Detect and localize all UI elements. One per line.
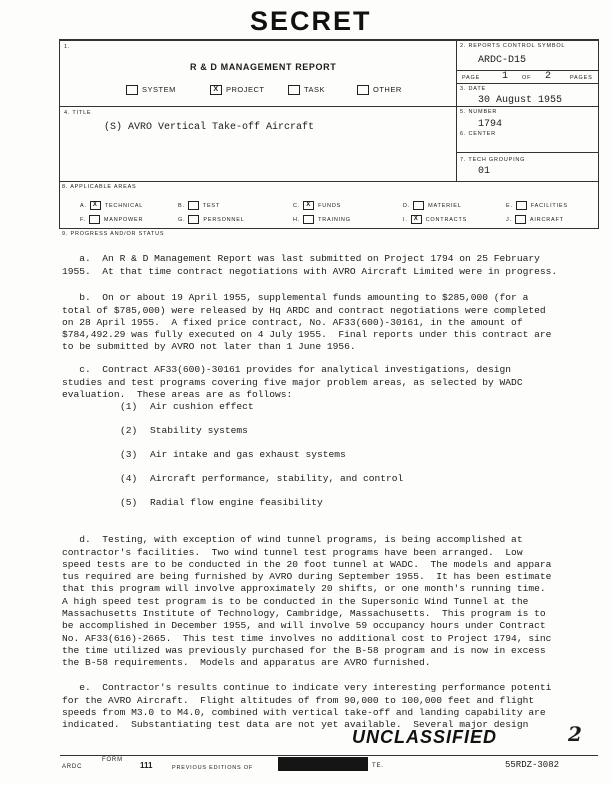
form-label: FORM (102, 757, 123, 763)
field-1-label: 1. (64, 44, 71, 50)
redaction-block (278, 757, 368, 771)
classification-stamp-top: SECRET (250, 6, 372, 36)
document-number: 55RDZ-3082 (505, 760, 560, 770)
area-technical[interactable]: A. X TECHNICAL (80, 202, 144, 209)
report-title: R & D MANAGEMENT REPORT (190, 62, 337, 72)
option-task[interactable]: TASK (288, 85, 325, 95)
page-divider (457, 83, 598, 84)
technical-checkbox[interactable]: X (90, 201, 101, 210)
system-checkbox[interactable] (126, 85, 138, 95)
paragraph-c: c. Contract AF33(600)-30161 provides for analytical investigations, design studies and test programs covering five major problem areas, as selected by WADC evaluation. These areas are as follows: (62, 364, 523, 400)
paragraph-a: a. An R & D Management Report was last submitted on Project 1794 on 25 February 1955. At that time contract negotiations with AVRO Aircraft Limited were in progress. (62, 253, 558, 277)
page-total: 2 (545, 71, 552, 82)
number-value: 1794 (478, 119, 503, 130)
center-divider (457, 152, 598, 153)
form-top-border (60, 39, 598, 41)
area-funds[interactable]: C. X FUNDS (293, 202, 342, 209)
date-divider (457, 106, 598, 107)
area-facilities[interactable]: E. FACILITIES (506, 202, 568, 209)
manpower-checkbox[interactable] (89, 215, 100, 224)
date-value: 30 August 1955 (478, 95, 563, 106)
classification-stamp-bottom: UNCLASSIFIED (352, 727, 498, 747)
aircraft-checkbox[interactable] (515, 215, 526, 224)
tech-grouping-value: 01 (478, 166, 491, 177)
area-manpower[interactable]: F. MANPOWER (80, 216, 144, 223)
area-aircraft[interactable]: J. AIRCRAFT (506, 216, 564, 223)
title-divider (60, 106, 456, 107)
paragraph-e: e. Contractor's results continue to indicate very interesting performance potenti for the AVRO Aircraft. Flight altitudes of from 90,000 to 100,000 feet and flight speeds from M3.0 to M4.0, combined with vertical take-off and landing capability are indicated. Substantiating test data are not yet available. Several major design (62, 682, 552, 731)
area-materiel[interactable]: D. MATERIEL (403, 202, 462, 209)
contracts-checkbox[interactable]: X (411, 215, 422, 224)
problem-area-item: (3) Air intake and gas exhaust systems (120, 449, 346, 460)
rc-divider (457, 70, 598, 71)
center-label: 6. CENTER (460, 131, 496, 137)
form-prefix: ARDC (62, 764, 83, 770)
applicable-areas-label: 8. APPLICABLE AREAS (62, 184, 137, 190)
areas-divider (60, 181, 598, 182)
footer-divider (60, 755, 598, 756)
test-checkbox[interactable] (188, 201, 199, 210)
pages-label: PAGES (570, 75, 593, 81)
problem-area-item: (5) Radial flow engine feasibility (120, 497, 323, 508)
previous-editions-label: PREVIOUS EDITIONS OF (172, 765, 254, 771)
area-test[interactable]: B. TEST (178, 202, 221, 209)
date-label: 3. DATE (460, 86, 486, 92)
right-column-divider (456, 39, 457, 181)
form-right-border (598, 39, 599, 229)
other-checkbox[interactable] (357, 85, 369, 95)
task-checkbox[interactable] (288, 85, 300, 95)
training-checkbox[interactable] (303, 215, 314, 224)
reports-control-label: 2. REPORTS CONTROL SYMBOL (460, 43, 566, 49)
handwritten-page-mark: 2 (568, 722, 582, 746)
option-project[interactable]: X PROJECT (210, 85, 265, 95)
problem-area-item: (4) Aircraft performance, stability, and control (120, 473, 404, 484)
of-label: OF (522, 75, 532, 81)
paragraph-d: d. Testing, with exception of wind tunnel programs, is being accomplished at contractor's facilities. Two wind tunnel test programs have been arranged. Low speed tests are to be conducted in the 20 foot tunnel at WADC. The models and appara tus required are being furnished by AVRO during September 1955. It has been estimate that this program will involve approximately 20 shifts, or one month's running time. A high speed test program is to be conducted in the Supersonic Wind Tunnel at the Massachusetts Institute of Technology, Cambridge, Massachusetts. This program is to be accomplished in December 1955, and will involve 59 occupancy hours under Contract No. AF33(616)-2665. This test time involves no additional cost to Project 1794, sinc the time utilized was previously purchased for the B-58 program and is now in excess the B-58 requirements. Models and apparatus are AVRO furnished. (62, 534, 552, 669)
progress-label: 9. PROGRESS AND/OR STATUS (62, 231, 165, 237)
redacted-tail: TE. (372, 763, 384, 769)
reports-control-value: ARDC-D15 (478, 55, 527, 66)
title-label: 4. TITLE (64, 110, 92, 116)
area-training[interactable]: H. TRAINING (293, 216, 351, 223)
form-left-border (59, 39, 60, 229)
number-label: 5. NUMBER (460, 109, 498, 115)
title-value: (S) AVRO Vertical Take-off Aircraft (104, 122, 315, 133)
materiel-checkbox[interactable] (413, 201, 424, 210)
facilities-checkbox[interactable] (516, 201, 527, 210)
option-system[interactable]: SYSTEM (126, 85, 176, 95)
area-contracts[interactable]: I. X CONTRACTS (403, 216, 468, 223)
progress-divider (60, 228, 598, 229)
paragraph-b: b. On or about 19 April 1955, supplemental funds amounting to $285,000 (for a total of $785,000) were released by Hq ARDC and contract negotiations were completed on 28 April 1955. A fixed price contract, No. AF33(600)-30161, in the amount of $784,492.29 was fully executed on 4 July 1955. Final reports under this contract are to be submitted by AVRO not later than 1 June 1956. (62, 292, 552, 353)
project-checkbox[interactable]: X (210, 85, 222, 95)
page-label: PAGE (462, 75, 481, 81)
form-number: 111 (140, 761, 153, 770)
funds-checkbox[interactable]: X (303, 201, 314, 210)
personnel-checkbox[interactable] (188, 215, 199, 224)
option-other[interactable]: OTHER (357, 85, 402, 95)
tech-grouping-label: 7. TECH GROUPING (460, 157, 526, 163)
problem-area-item: (2) Stability systems (120, 425, 248, 436)
area-personnel[interactable]: G. PERSONNEL (178, 216, 245, 223)
problem-area-item: (1) Air cushion effect (120, 401, 254, 412)
page-number: 1 (502, 71, 509, 82)
